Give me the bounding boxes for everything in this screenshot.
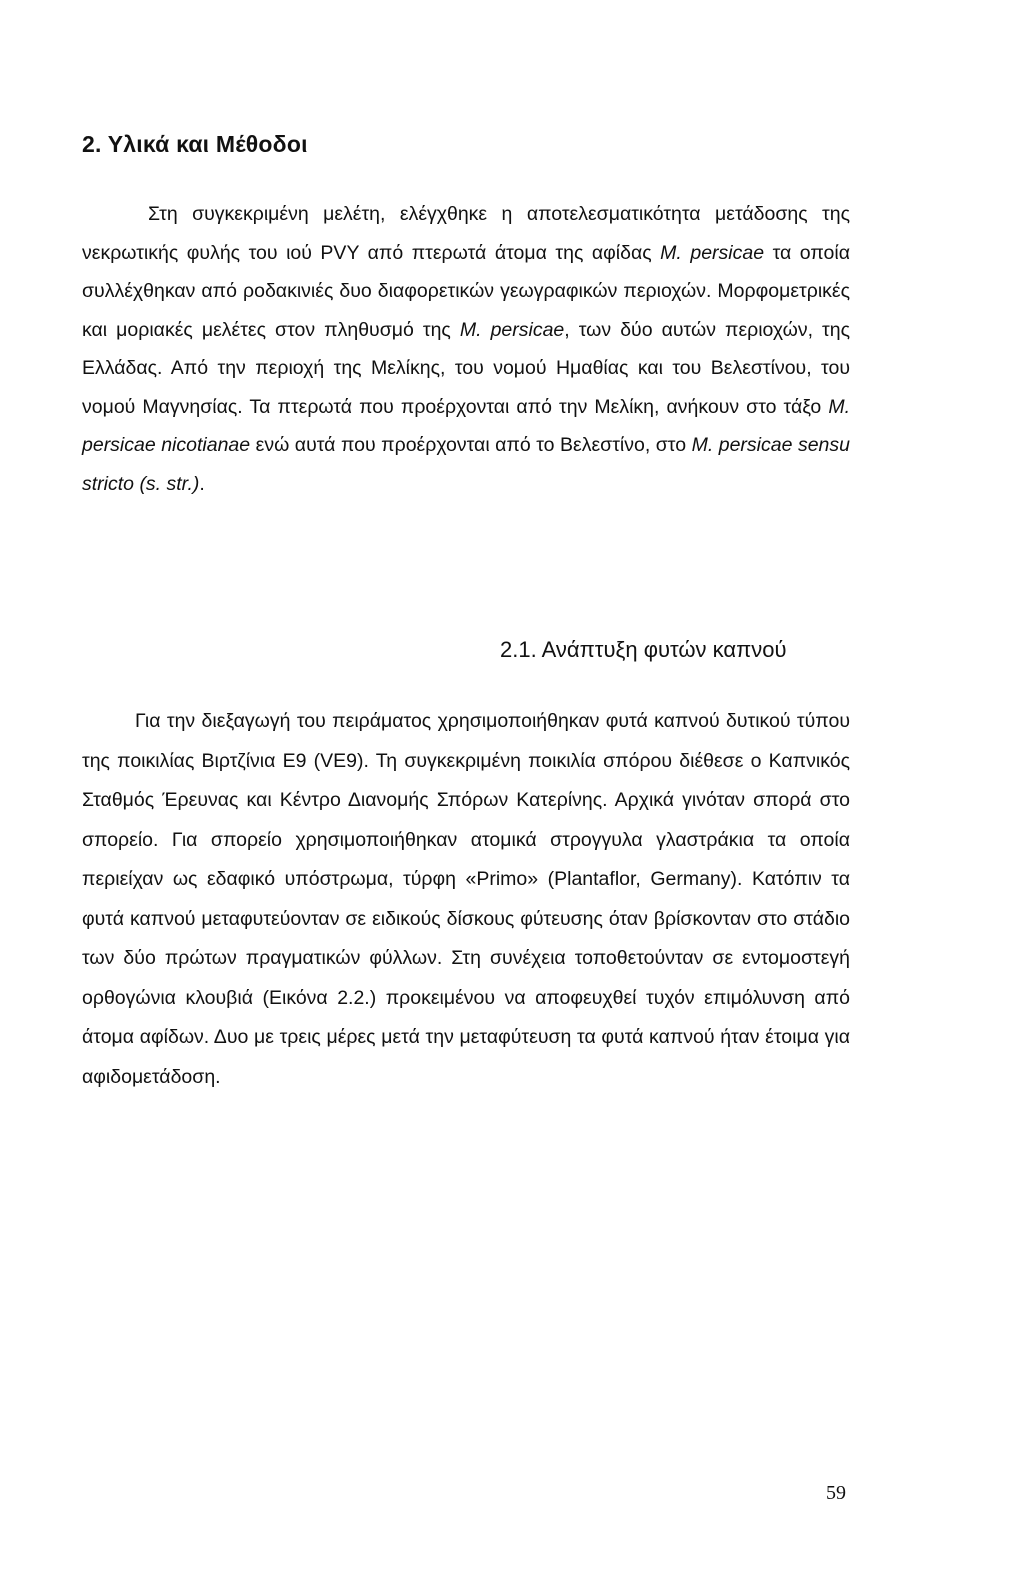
text-run: τα οποία συλλέχθηκαν από ροδακινιές δυο διαφορετικών γεωγραφικών περιοχών. Μορφομετρικές και μοριακές μελέτες στον πληθυσμό της bbox=[82, 241, 851, 341]
page-number: 59 bbox=[826, 1482, 846, 1504]
section-paragraph bbox=[82, 195, 850, 503]
text-run: , των δύο αυτών περιοχών, της Ελλάδας. Από την περιοχή της Μελίκης, του νομού Ημαθίας και του Βελεστίνου, του νομού Μαγνησίας. Τα πτερωτά που προέρχονται από την Μελίκη, ανήκουν στο τάξο bbox=[82, 318, 850, 418]
species-name: M. persicae bbox=[459, 318, 565, 341]
species-name: M. persicae bbox=[660, 241, 765, 264]
species-name: M. persicae nicotianae bbox=[82, 395, 850, 456]
section-title: 2. Υλικά και Μέθοδοι bbox=[82, 131, 308, 157]
text-run: Στη συγκεκριμένη μελέτη, ελέγχθηκε η αποτελεσματικότητα μετάδοσης της νεκρωτικής φυλής του ιού PVY από πτερωτά άτομα της αφίδας bbox=[82, 203, 850, 264]
species-abbrev: (s. str.) bbox=[139, 472, 200, 495]
text-run: . bbox=[199, 472, 205, 495]
subsection-title: 2.1. Ανάπτυξη φυτών καπνού bbox=[500, 637, 787, 662]
species-name: M. persicae sensu stricto bbox=[82, 434, 850, 495]
text-run: ενώ αυτά που προέρχονται από το Βελεστίνο, στο bbox=[250, 434, 692, 456]
subsection-paragraph: Για την διεξαγωγή του πειράματος χρησιμοποιήθηκαν φυτά καπνού δυτικού τύπου της ποικιλίας Βιρτζίνια Ε9 (VE9). Τη συγκεκριμένη ποικιλία σπόρου διέθεσε ο Καπνικός Σταθμός Έρευνας και Κέντρο Διανομής Σπόρων Κατερίνης. Αρχικά γινόταν σπορά στο σπορείο. Για σπορείο χρησιμοποιήθηκαν ατομικά στρογγυλα γλαστράκια τα οποία περιείχαν ως εδαφικό υπόστρωμα, τύρφη «Primo» (Plantaflor, Germany). Κατόπιν τα φυτά καπνού μεταφυτεύονταν σε ειδικούς δίσκους φύτευσης όταν βρίσκονταν στο στάδιο των δύο πρώτων πραγματικών φύλλων. Στη συνέχεια τοποθετούνταν σε εντομοστεγή ορθογώνια κλουβιά (Εικόνα 2.2.) προκειμένου να αποφευχθεί τυχόν επιμόλυνση από άτομα αφίδων. Δυο με τρεις μέρες μετά την μεταφύτευση τα φυτά καπνού ήταν έτοιμα για αφιδομετάδοση. bbox=[82, 710, 850, 1088]
